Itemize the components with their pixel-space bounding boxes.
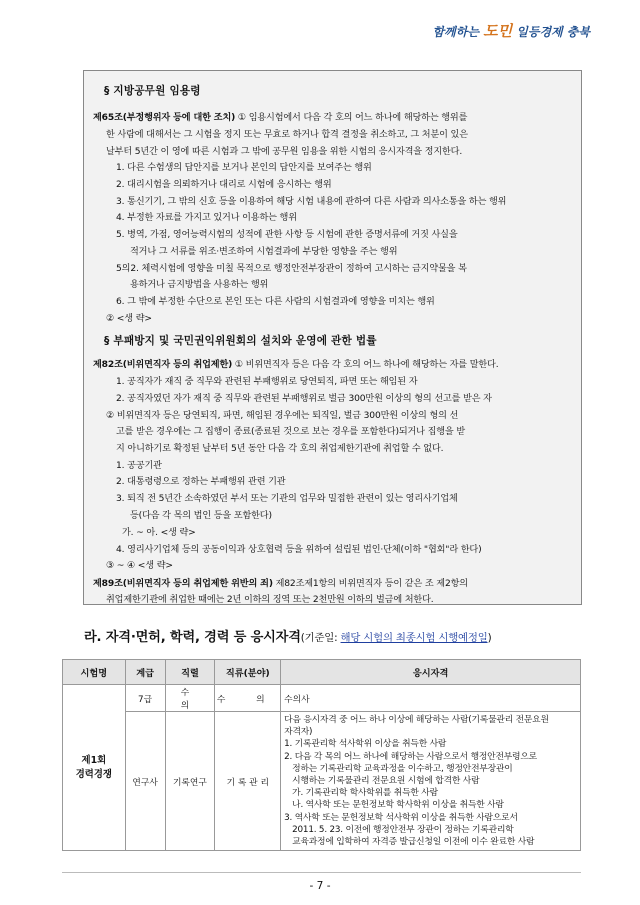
table-row [63, 685, 581, 712]
article-82-sub1: 1. 공공기관 [116, 461, 162, 471]
article-65-item5a: 5. 병역, 가점, 영어능력시험의 성적에 관한 사항 등 시험에 관한 증명서류에 거짓 사실을 [116, 230, 458, 240]
header-series: 직렬 [165, 660, 215, 685]
article-65-item1: 1. 다른 수험생의 답안지를 보거나 본인의 답안지를 보여주는 행위 [116, 163, 372, 173]
article-82-item2: 2. 공직자였던 자가 재직 중 직무와 관련된 부패행위로 벌금 300만원 이상의 형의 선고를 받은 자 [116, 394, 492, 404]
article-82-number: 제82조(비위면직자 등의 취업제한) [93, 360, 233, 370]
article-65-text1: ① 임용시험에서 다음 각 호의 어느 하나에 해당하는 행위를 [235, 113, 468, 123]
header-grade: 계급 [125, 660, 165, 685]
row2-qualification [281, 712, 581, 851]
row2-series: 기록연구 [165, 712, 215, 851]
article-65-item4: 4. 부정한 자료를 가지고 있거나 이용하는 행위 [116, 213, 297, 223]
section-title-anticorruption-act: § 부패방지 및 국민권익위원회의 설치와 운영에 관한 법률 [104, 335, 377, 347]
qual-line: 가. 기록관리학 학사학위를 취득한 사람 [292, 788, 438, 799]
article-89-text1: 제82조제1항의 비위면직자 등이 같은 조 제2항의 [272, 579, 468, 589]
article-89-number: 제89조(비위면직자 등의 취업제한 위반의 죄) [93, 579, 273, 589]
row1-grade: 7급 [125, 685, 165, 712]
article-65-item5-2a: 5의2. 체력시험에 영향을 미칠 목적으로 행정안전부장관이 정하여 고시하는 금지약물을 복 [116, 264, 467, 274]
qual-line: 자격자) [284, 727, 313, 738]
article-89-line2: 취업제한기관에 취업한 때에는 2년 이하의 징역 또는 2천만원 이하의 벌금에 처한다. [106, 595, 434, 605]
article-65-line3: 날부터 5년간 이 영에 따른 시험과 그 밖에 공무원 임용을 위한 시험의 응시자격을 정지한다. [106, 147, 463, 157]
logo-post: 일등경제 충북 [512, 25, 590, 39]
article-65-item2: 2. 대리시험을 의뢰하거나 대리로 시험에 응시하는 행위 [116, 180, 332, 190]
header-class: 직류(분야) [215, 660, 281, 685]
page-number: - 7 - [309, 880, 331, 892]
article-82-sub4: 4. 영리사기업체 등의 공동이익과 상호협력 등을 위하여 설립된 법인·단체(이하 "협회"라 한다) [116, 545, 482, 555]
row1-series [165, 685, 215, 712]
law-excerpt-box [83, 70, 582, 605]
header-qualification: 응시자격 [281, 660, 581, 685]
qualification-table [62, 659, 581, 851]
article-82-para3-4: ③ ~ ④ <생 략> [106, 561, 173, 571]
article-82-sub3b: 등(다음 각 목의 법인 등을 포함한다) [130, 511, 272, 521]
article-65-item6: 6. 그 밖에 부정한 수단으로 본인 또는 다른 사람의 시험결과에 영향을 미치는 행위 [116, 297, 435, 307]
criteria-suffix: ) [487, 632, 492, 644]
qual-line: 1. 기록관리학 석사학위 이상을 취득한 사람 [284, 739, 447, 750]
row1-qualification: 수의사 [281, 685, 581, 712]
qual-line: 2. 다음 각 목의 어느 하나에 해당하는 사람으로서 행정안전부령으로 [284, 751, 537, 762]
exam-name-line1: 제1회 [81, 754, 107, 766]
article-65-item3: 3. 통신기기, 그 밖의 신호 등을 이용하여 해당 시험 내용에 관하여 다른 사람과 의사소통을 하는 행위 [116, 197, 507, 207]
header-logo [433, 20, 590, 41]
table-row [63, 712, 581, 851]
qual-line: 다음 응시자격 중 어느 하나 이상에 해당하는 사람(기록물관리 전문요원 [284, 715, 549, 725]
qualification-title: 라. 자격·면허, 학력, 경력 등 응시자격 [84, 630, 301, 645]
article-82-line1 [93, 356, 498, 370]
exam-name-cell [63, 685, 126, 851]
logo-pre: 함께하는 [432, 25, 484, 39]
logo-highlight: 도민 [483, 22, 513, 40]
article-82-sub3a: 3. 퇴직 전 5년간 소속하였던 부서 또는 기관의 업무와 밀접한 관련이 있는 영리사기업체 [116, 494, 458, 504]
exam-name-line2: 경력경쟁 [75, 768, 112, 780]
row1-class [215, 685, 281, 712]
criteria-prefix: (기준일: [300, 632, 341, 644]
row2-grade: 연구사 [125, 712, 165, 851]
row2-class: 기 록 관 리 [215, 712, 281, 851]
qual-line: 2011. 5. 23. 이전에 행정안전부 장관이 정하는 기록관리학 [292, 824, 514, 835]
article-65-item5-2b: 용하거나 금지방법을 사용하는 행위 [130, 280, 269, 290]
article-89-line1 [93, 575, 468, 589]
article-65-para2: ② <생 략> [106, 314, 152, 324]
row1-class-text: 수 의 [216, 694, 279, 705]
article-82-para2a: ② 비위면직자 등은 당연퇴직, 파면, 해임된 경우에는 퇴직일, 벌금 300만원 이상의 형의 선 [106, 411, 459, 421]
article-65-line1 [93, 109, 467, 123]
article-82-item1: 1. 공직자가 재직 중 직무와 관련된 부패행위로 당연퇴직, 파면 또는 해임된 자 [116, 377, 418, 387]
criteria-date: 해당 시험의 최종시험 시행예정일 [340, 632, 488, 644]
table-header-row [63, 660, 581, 685]
article-65-item5b: 적거나 그 서류를 위조·변조하여 시험결과에 부당한 영향을 주는 행위 [130, 247, 398, 257]
article-65-number: 제65조(부정행위자 등에 대한 조치) [93, 113, 236, 123]
qual-line: 정하는 기록관리학 교육과정을 이수하고, 행정안전부장관이 [292, 763, 513, 774]
article-82-sub3c: 가. ~ 아. <생 략> [122, 528, 196, 538]
qualification-heading [84, 626, 491, 645]
qual-line: 시행하는 기록물관리 전문요원 시험에 합격한 사람 [292, 776, 480, 787]
header-exam-name: 시험명 [63, 660, 126, 685]
article-82-para2b: 고를 받은 경우에는 그 집행이 종료(종료된 것으로 보는 경우를 포함한다)되거나 집행을 받 [116, 427, 466, 437]
article-82-para2c: 지 아니하기로 확정된 날부터 5년 동안 다음 각 호의 취업제한기관에 취업할 수 없다. [116, 444, 444, 454]
table-bottom-line [62, 872, 581, 873]
qual-line: 3. 역사학 또는 문헌정보학 석사학위 이상을 취득한 사람으로서 [284, 812, 518, 823]
qual-line: 나. 역사학 또는 문헌정보학 학사학위 이상을 취득한 사람 [292, 800, 504, 811]
article-65-line2: 한 사람에 대해서는 그 시험을 정지 또는 무효로 하거나 합격 결정을 취소하고, 그 처분이 있은 [106, 130, 468, 140]
section-title-local-civil-service: § 지방공무원 임용령 [104, 85, 201, 97]
article-82-sub2: 2. 대통령령으로 정하는 부패행위 관련 기관 [116, 477, 286, 487]
row1-series-text: 수 의 [180, 688, 200, 711]
qual-line: 교육과정에 입학하여 자격증 발급신청일 이전에 이수 완료한 사람 [292, 837, 535, 848]
article-82-text1: ① 비위면직자 등은 다음 각 호의 어느 하나에 해당하는 자를 말한다. [232, 360, 499, 370]
